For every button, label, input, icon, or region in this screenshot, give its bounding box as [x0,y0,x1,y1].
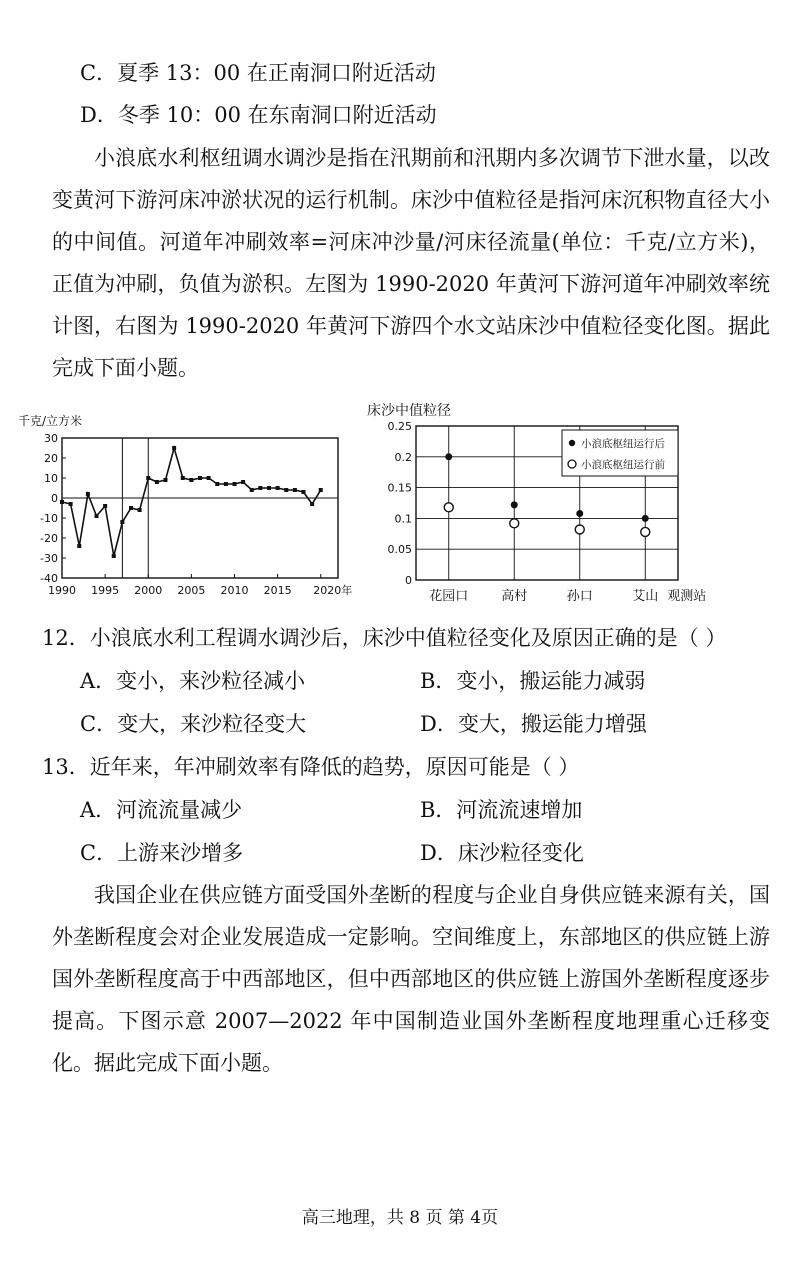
chart1-data-point [198,476,202,480]
page-footer: 高三地理，共 8 页 第 4页 [301,1208,499,1228]
chart1-data-point [69,502,73,506]
chart1-xtick-label: 2015 [263,584,292,597]
chart2-title: 床沙中值粒径 [367,403,451,419]
chart1-data-point [207,476,211,480]
chart1-data-point [164,478,168,482]
chart2-xtick-label: 孙口 [566,589,593,604]
chart1-xtick-label: 1995 [91,584,120,597]
chart1-data-point [138,508,142,512]
chart1-ytick-label: 20 [44,452,58,465]
q13-stem: 13．近年来，年冲刷效率有降低的趋势，原因可能是（ ） [42,755,580,779]
q12-option-c: C．变大，来沙粒径变大 [80,712,307,736]
chart1-ytick-label: 10 [44,472,58,485]
chart1-data-point [189,478,193,482]
chart1-data-point [86,492,90,496]
chart2-point-after [642,515,649,522]
chart2-xtick-label: 高村 [501,589,528,604]
chart1-data-point [250,488,254,492]
chart2-legend-label: 小浪底枢纽运行前 [581,459,665,471]
chart1-xtick-label: 1990 [48,584,76,597]
chart1-data-point [172,446,176,450]
q13-option-c: C．上游来沙增多 [80,841,244,865]
chart2-point-before [575,525,584,534]
chart2-legend-marker-before [568,460,576,468]
chart1-ytick-label: -10 [40,512,58,525]
q13-option-d: D．床沙粒径变化 [420,841,584,865]
chart-scour-efficiency [0,428,360,608]
chart2-xtick-label: 花园口 [429,589,469,604]
chart2-legend-marker-after [569,440,575,446]
chart2-ytick-label: 0 [405,574,412,587]
chart1-data-point [120,520,124,524]
q12-option-d: D．变大，搬运能力增强 [420,712,647,736]
chart1-data-point [60,500,64,504]
chart1-data-point [129,506,133,510]
chart2-ytick-label: 0.05 [387,543,412,557]
chart1-data-point [112,554,116,558]
chart1-data-point [284,488,288,492]
chart2-ytick-label: 0.1 [394,512,412,526]
chart2-ytick-label: 0.15 [387,481,412,495]
q13-option-b: B．河流流速增加 [420,798,583,822]
chart2-point-before [641,527,650,536]
chart1-ytick-label: -30 [40,552,58,565]
chart1-data-point [215,482,219,486]
q11-option-d: D．冬季 10：00 在东南洞口附近活动 [80,103,437,127]
chart2-point-before [510,519,519,528]
chart1-xtick-label: 2020年 [313,584,353,597]
chart2-point-after [511,501,518,508]
chart1-data-point [146,476,150,480]
q12-stem: 12．小浪底水利工程调水调沙后，床沙中值粒径变化及原因正确的是（ ） [42,626,727,650]
q11-option-c: C．夏季 13：00 在正南洞口附近活动 [80,61,436,85]
chart1-xtick-label: 2000 [134,584,163,597]
chart1-ytick-label: -40 [40,572,58,585]
chart1-data-point [103,504,107,508]
chart1-data-point [276,486,280,490]
chart2-xlabel: 观测站 [667,589,707,604]
q12-option-a: A．变小，来沙粒径减小 [80,669,306,693]
passage-supply-chain: 我国企业在供应链方面受国外垄断的程度与企业自身供应链来源有关，国外垄断程度会对企业发展造成一定影响。空间维度上，东部地区的供应链上游国外垄断程度高于中西部地区，但中西部地区的供应链上游国外垄断程度逐步提高。下图示意 2007—2022 年中国制造业国外垄断程度地理重心迁移变化。据此完成下面小题。 [52,883,770,1075]
passage-xiaolangdi: 小浪底水利枢纽调水调沙是指在汛期前和汛期内多次调节下泄水量，以改变黄河下游河床冲淤状况的运行机制。床沙中值粒径是指河床沉积物直径大小的中间值。河道年冲刷效率=河床冲沙量/河床径流量(单位：千克/立方米)，正值为冲刷，负值为淤积。左图为 1990-2020 年黄河下游河道年冲刷效率统计图，右图为 1990-2020 年黄河下游四个水文站床沙中值粒径变化图。据此完成下面小题。 [52,146,770,380]
chart1-ytick-label: 0 [51,492,58,505]
chart1-data-point [293,488,297,492]
chart2-xtick-label: 艾山 [632,589,659,604]
chart2-ytick-label: 0.25 [387,420,412,433]
q12-option-b: B．变小，搬运能力减弱 [420,669,646,693]
chart1-data-point [310,502,314,506]
chart1-data-point [95,514,99,518]
chart1-ylabel: 千克/立方米 [18,414,83,428]
chart2-point-after [576,510,583,517]
chart2-point-before [444,503,453,512]
chart1-xtick-label: 2005 [177,584,206,597]
chart1-data-point [77,544,81,548]
chart1-ytick-label: 30 [44,432,58,445]
chart1-series-line [62,448,321,556]
q13-option-a: A．河流流量减少 [80,798,243,822]
chart1-ytick-label: -20 [40,532,58,545]
chart1-data-point [267,486,271,490]
chart1-data-point [258,486,262,490]
chart2-ytick-label: 0.2 [394,450,412,464]
chart-grain-size [370,418,730,608]
chart1-xtick-label: 2010 [220,584,249,597]
chart1-data-point [302,490,306,494]
chart1-data-point [241,480,245,484]
chart2-legend-label: 小浪底枢纽运行后 [581,438,665,450]
chart2-point-after [445,453,452,460]
chart1-data-point [233,482,237,486]
chart1-data-point [155,480,159,484]
chart1-data-point [181,476,185,480]
chart1-data-point [224,482,228,486]
chart1-data-point [319,488,323,492]
